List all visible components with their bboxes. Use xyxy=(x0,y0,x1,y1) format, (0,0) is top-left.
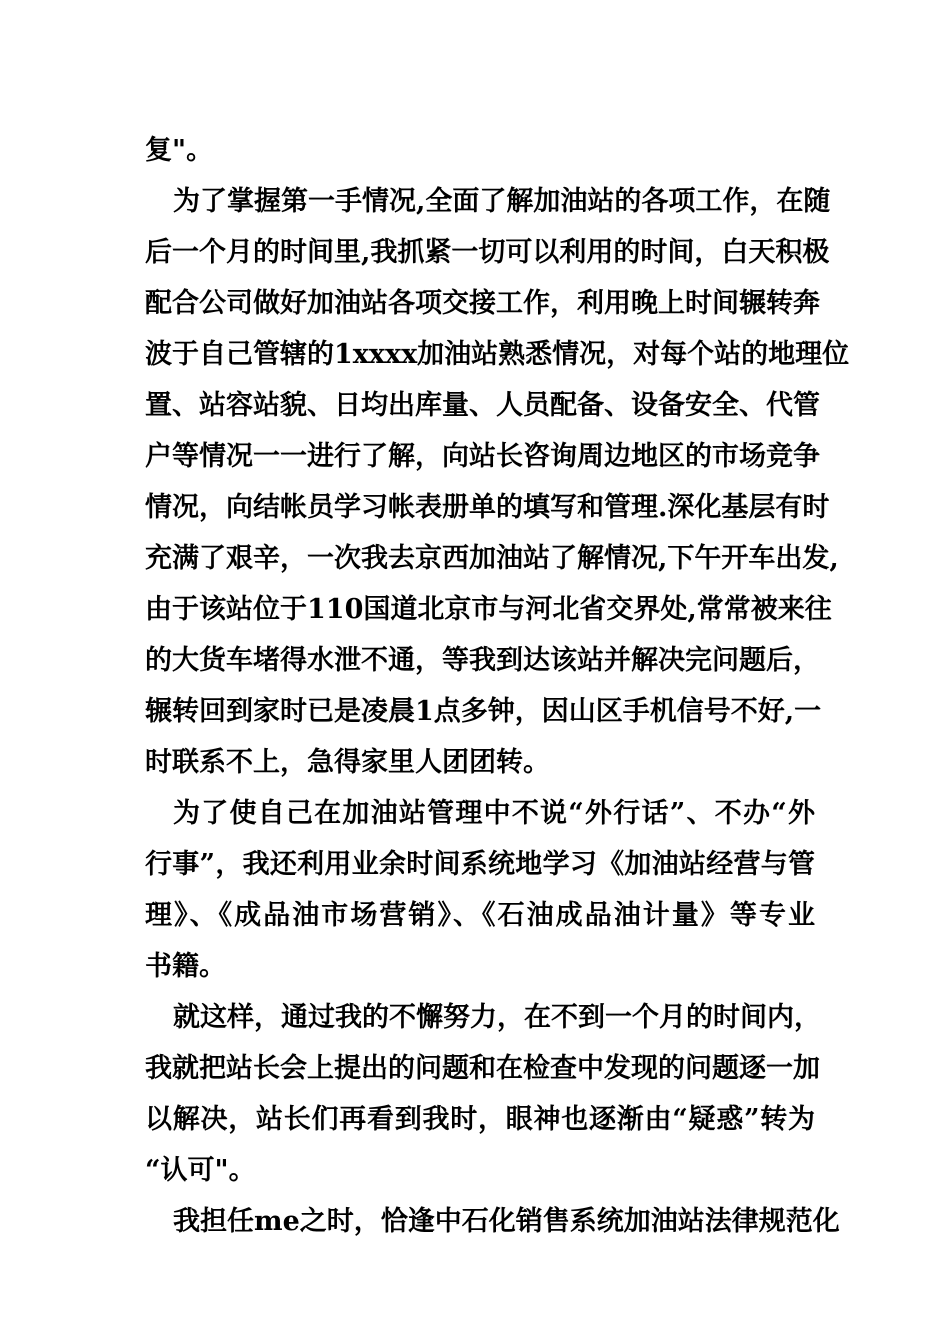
text-line: 的大货车堵得水泄不通，等我到达该站并解决完问题后， xyxy=(145,645,820,676)
text-line: 户等情况一一进行了解，向站长咨询周边地区的市场竞争 xyxy=(145,441,820,472)
text-line: 配合公司做好加油站各项交接工作，利用晚上时间辗转奔 xyxy=(145,288,820,319)
text-line: 由于该站位于110国道北京市与河北省交界处,常常被来往 xyxy=(145,594,832,625)
text-line: 我担任me之时，恰逢中石化销售系统加油站法律规范化 xyxy=(173,1206,840,1237)
text-line: 波于自己管辖的1xxxx加油站熟悉情况，对每个站的地理位 xyxy=(145,339,850,370)
text-line: 情况，向结帐员学习帐表册单的填写和管理.深化基层有时 xyxy=(145,492,830,523)
text-line: 以解决，站长们再看到我时，眼神也逐渐由“疑惑”转为 xyxy=(145,1104,815,1135)
text-line: 充满了艰辛，一次我去京西加油站了解情况,下午开车出发, xyxy=(145,543,839,574)
text-line: 理》、《成品油市场营销》、《石油成品油计量》等专业 xyxy=(145,900,815,931)
text-line: 就这样，通过我的不懈努力，在不到一个月的时间内， xyxy=(173,1002,821,1033)
text-line: 复"。 xyxy=(145,135,214,166)
text-line: 书籍。 xyxy=(145,951,226,982)
text-line: 置、站容站貌、日均出库量、人员配备、设备安全、代管 xyxy=(145,390,820,421)
text-line: 时联系不上，急得家里人团团转。 xyxy=(145,747,550,778)
text-line: 为了掌握第一手情况,全面了解加油站的各项工作，在随 xyxy=(173,186,831,217)
text-line: 行事”，我还利用业余时间系统地学习《加油站经营与管 xyxy=(145,849,815,880)
text-line: 我就把站长会上提出的问题和在检查中发现的问题逐一加 xyxy=(145,1053,820,1084)
text-line: 为了使自己在加油站管理中不说“外行话”、不办“外 xyxy=(173,798,815,829)
text-line: 辗转回到家时已是凌晨1点多钟，因山区手机信号不好,一 xyxy=(145,696,822,727)
text-line: 后一个月的时间里,我抓紧一切可以利用的时间，白天积极 xyxy=(145,237,830,268)
text-line: “认可"。 xyxy=(145,1155,256,1186)
